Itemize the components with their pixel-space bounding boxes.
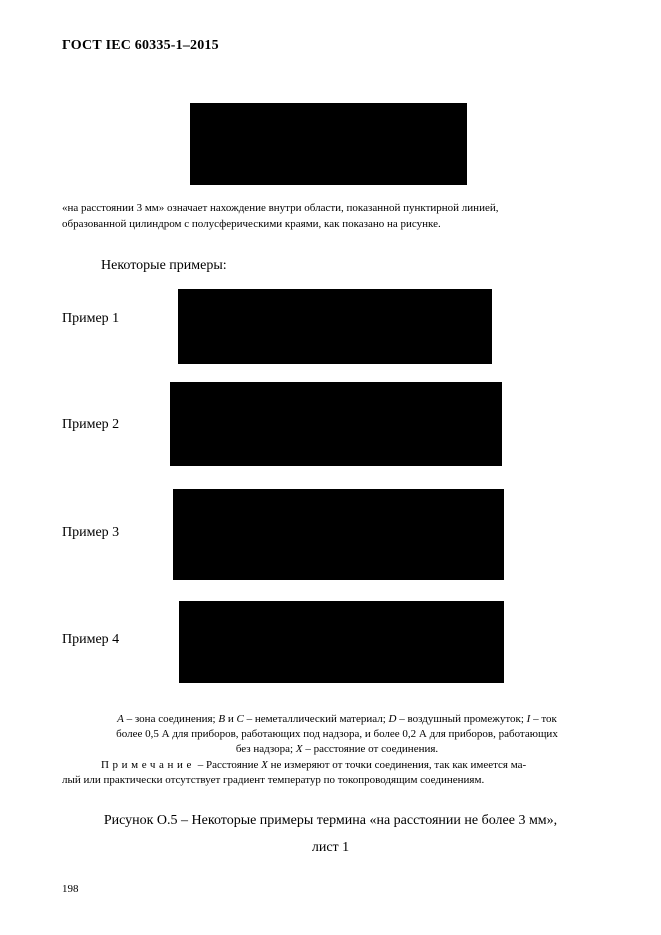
intro-line-1: «на расстоянии 3 мм» означает нахождение внутри области, показанной пунктирной линией, (62, 202, 499, 214)
redacted-figure-example-3 (173, 489, 504, 580)
example-4-label: Пример 4 (62, 632, 120, 647)
redacted-figure-example-4 (179, 601, 504, 683)
figure-note: Примечание – Расстояние X не измеряют от точки соединения, так как имеется ма- лый или практически отсутствует градиент температур по токопроводящим соединениям. (62, 758, 612, 788)
intro-line-2: образованной цилиндром с полусферическими краями, как показано на рисунке. (62, 218, 441, 230)
figure-legend (62, 712, 612, 757)
figure-caption-line-2: лист 1 (311, 840, 350, 855)
example-1-label: Пример 1 (62, 311, 120, 326)
redacted-figure-top (190, 103, 467, 185)
note-label: Примечание (101, 759, 195, 771)
intro-paragraph (62, 200, 612, 232)
note-line-2: лый или практически отсутствует градиент температур по токопроводящим соединениям. (62, 774, 485, 786)
document-header: ГОСТ IEC 60335-1–2015 (62, 38, 219, 53)
redacted-figure-example-2 (170, 382, 502, 466)
examples-title: Некоторые примеры: (101, 258, 227, 273)
legend-line-2: более 0,5 А для приборов, работающих под надзора, и более 0,2 А для приборов, работающих (116, 728, 558, 740)
legend-line-1: A – зона соединения; B и C – неметаллический материал; D – воздушный промежуток; I – ток (117, 713, 557, 725)
example-2-label: Пример 2 (62, 417, 120, 432)
redacted-figure-example-1 (178, 289, 492, 364)
legend-line-3: без надзора; X – расстояние от соединения. (235, 743, 439, 755)
figure-caption-line-1: Рисунок О.5 – Некоторые примеры термина «на расстоянии не более 3 мм», (103, 813, 558, 828)
example-3-label: Пример 3 (62, 525, 120, 540)
page-number: 198 (62, 883, 79, 895)
